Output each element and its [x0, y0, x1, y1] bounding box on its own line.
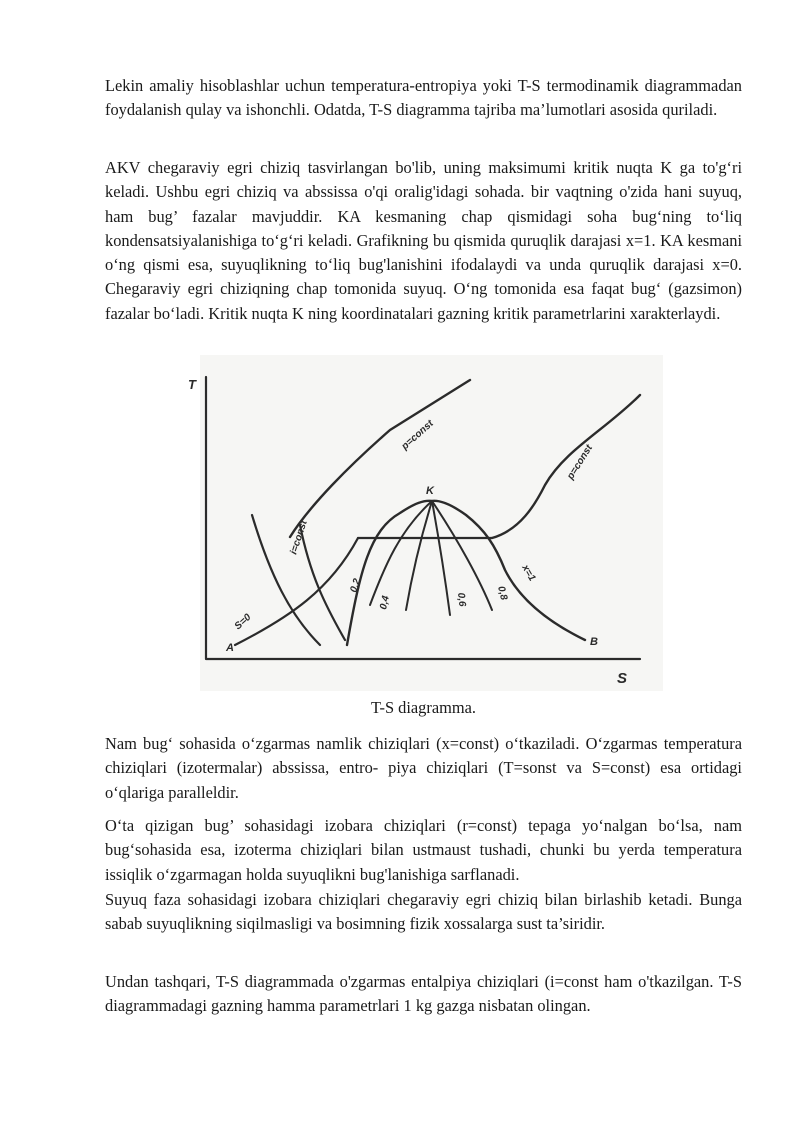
figure-caption: T-S diagramma.	[370, 698, 476, 717]
dryness-line-02	[370, 501, 432, 605]
y-axis-label: T	[188, 377, 196, 392]
paragraph-wet-steam: Nam bug‘ sohasida o‘zgarmas namlik chiziqlari (x=const) o‘tkaziladi. O‘zgarmas temperatura chiziqlari (izotermalar) abssissa, entro- piya chiziqlari (T=sonst va S=const) esa ortidagi o‘qlariga paralleldir.	[105, 734, 742, 802]
ts-diagram-figure	[188, 355, 663, 691]
isobar-right-line	[492, 395, 640, 538]
dryness-08-label: 0,8	[495, 585, 510, 602]
x-axis-label: S	[617, 670, 628, 687]
enthalpy-line	[252, 515, 320, 645]
point-a-label: A	[226, 642, 234, 654]
point-b-label: B	[590, 636, 598, 648]
ts-diagram	[188, 355, 663, 691]
paragraph-enthalpy: Undan tashqari, T-S diagrammada o'zgarmas entalpiya chiziqlari (i=const ham o'tkazilgan. T-S diagrammadagi gazning hamma parametrlari 1 kg gazga nisbatan olingan.	[105, 972, 742, 1016]
diagram-axes	[206, 377, 640, 659]
entropy-label: S=0	[232, 611, 254, 633]
enthalpy-label: i=const	[288, 518, 310, 556]
paragraph-boundary-curve: AKV chegaraviy egri chiziq tasvirlangan bo'lib, uning maksimumi kritik nuqta K ga to'g‘ri keladi. Ushbu egri chiziq va abssissa o'qi oralig'idagi sohada. bir vaqtning o'zida hani suyuq, ham bug’ fazalar mavjuddir. KA kesmaning chap qismidagi soha bug‘ning to‘liq kondensatsiyalanishiga to‘g‘ri keladi. Grafikning bu qismida quruqlik darajasi x=1. KA kesmani o‘ng qismi esa, suyuqlikning to‘liq bug'lanishini ifodalaydi va unda quruqlik darajasi x=0. Chegaraviy egri chiziqning chap tomonida suyuq. O‘ng tomonida esa faqat bug‘ (gazsimon) fazalar bo‘ladi. Kritik nuqta K ning koordinatalari gazning kritik parametrlarini xarakterlaydi.	[105, 158, 742, 323]
dryness-04-label: 0,4	[378, 594, 392, 611]
dryness-06-label: 0,6	[455, 592, 468, 608]
point-k-label: K	[426, 485, 434, 497]
isobar-right-label: p=const	[565, 443, 596, 482]
isobar-upper-line	[290, 380, 470, 537]
left-line	[300, 525, 345, 640]
paragraph-intro: Lekin amaliy hisoblashlar uchun temperatura-entropiya yoki T-S termodinamik diagrammadan foydalanish qulay va ishonchli. Odatda, T-S diagramma tajriba ma’lumotlari asosida quriladi.	[105, 76, 742, 120]
paragraph-superheated: O‘ta qizigan bug’ sohasidagi izobara chiziqlari (r=const) tepaga yo‘nalgan bo‘lsa, nam bug‘sohasida esa, izoterma chiziqlari bilan ustmaust tushadi, chunki bu yerda temperatura issiqlik o‘zgarmagan holda suyuqlikni bug'lanishiga sarflanadi.	[105, 816, 742, 884]
dryness-line-06	[432, 501, 450, 615]
paragraph-liquid-phase: Suyuq faza sohasidagi izobara chiziqlari chegaraviy egri chiziq bilan birlashib ketadi. Bunga sabab suyuqlikning siqilmasligi va bosimning fizik xossalarga sust ta’siridir.	[105, 890, 742, 934]
dryness-x1-label: x=1	[519, 563, 538, 584]
isobar-upper-label: p=const	[399, 418, 436, 453]
dryness-02-label: 0,2	[348, 577, 364, 594]
dryness-line-04	[406, 501, 432, 610]
